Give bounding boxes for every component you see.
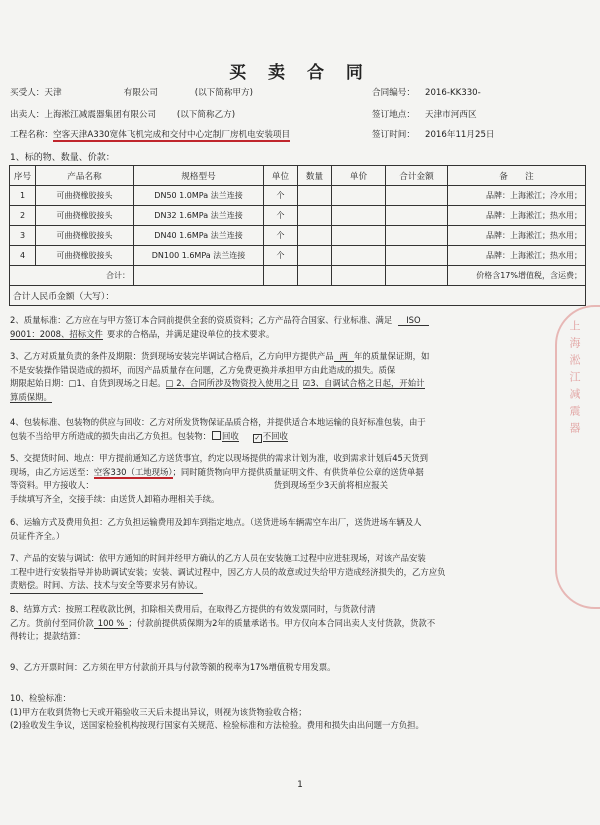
contract-no-line [372,86,481,98]
section3 [10,350,580,404]
col-qty: 数量 [298,166,332,186]
section8-line1: 8、结算方式：按照工程收款比例，扣除相关费用后，在取得乙方提供的有效发票同时，与货款付清 [10,604,376,614]
section5-line1: 5、交提货时间、地点：甲方提前通知乙方送货事宜，约定以现场提供的需求计划为准，收到需求计划后45天货到 [10,453,428,463]
section6-line2: 员证件齐全。） [10,530,65,541]
project-value: 空客天津A330宽体飞机完成和交付中心定制厂房机电安装项目 [52,130,291,140]
cell-unit: 个 [264,186,298,206]
option-2[interactable]: □ 2、合同所涉及物资投入使用之日 [165,378,299,388]
col-note: 备 注 [448,166,586,186]
table-row [10,206,586,226]
buyer-suffix: 有限公司 [123,88,158,98]
section3-line1b: 年的质量保证期，如 [353,351,430,361]
section9-line1: 9、乙方开票时间：乙方须在甲方付款前开具与付款等额的税率为17%增值税专用发票。 [10,662,336,672]
section7-line2: 工程中进行安装指导并协助调试安装；安装、调试过程中，因乙方人员的故意或过失给甲方造成经济损失的，乙方应负 [10,566,446,577]
subtotal-row [10,266,586,286]
cell-price [332,186,386,206]
warranty-period: 两 [334,351,354,362]
section7-line3: 责赔偿。时间、方法、技术与安全等要求另有协议。 [10,579,203,594]
cell-price [332,206,386,226]
cell-no: 3 [10,226,36,246]
sign-place-value: 天津市河西区 [424,110,477,120]
seller-label: 出卖人： [10,110,45,120]
section7 [10,552,580,594]
cell-unit: 个 [264,246,298,266]
cell-total [386,246,448,266]
cell-spec: DN100 1.6MPa 法兰连接 [134,246,264,266]
section10-heading: 10、检验标准： [10,693,71,703]
seal-text: 上海淞江减震器 [568,320,581,439]
payment-percent: 100 % [94,618,129,629]
cell-qty [298,226,332,246]
cell-spec: DN50 1.0MPa 法兰连接 [134,186,264,206]
cell-qty [298,246,332,266]
section9 [10,661,580,675]
section8-line2a: 乙方。货前付至同价款 [10,617,94,628]
seller-line [10,108,235,120]
cell-name: 可曲挠橡胶接头 [36,246,134,266]
section4-text: 4、包装标准、包装物的供应与回收：乙方对所发货物保证品质合格，并提供适合本地运输的良好标准包装，由于 [10,417,426,427]
table-row [10,226,586,246]
buyer-note: (以下简称甲方) [194,88,253,98]
section5-line2b: ；同时随货物向甲方提供质量证明文件、有供货单位公章的送货单据 [172,466,424,477]
cell-note: 品牌：上海淞江；热水用； [448,226,586,246]
section8 [10,603,580,644]
cell-total [386,206,448,226]
section5-line2a: 现场，由乙方运送至： [10,466,94,477]
cell-note: 品牌：上海淞江；热水用； [448,206,586,226]
cell-price [332,246,386,266]
section3-line1: 3、乙方对质量负责的条件及期限：货到现场安装完毕调试合格后，乙方向甲方提供产品 [10,351,334,361]
cell-spec: DN32 1.6MPa 法兰连接 [134,206,264,226]
section6-line1: 6、运输方式及费用负担：乙方负担运输费用及卸车到指定地点。（送货进场车辆需空车出厂，送货进场车辆及人 [10,517,422,527]
col-price: 单价 [332,166,386,186]
table-row [10,186,586,206]
buyer-value: 天津 [44,88,62,98]
buyer-line [10,86,253,98]
sign-place-line [372,108,477,120]
section10-line2: (2)验收发生争议，送国家检验机构按现行国家有关规范、检验标准和方法检验。费用和损失由出问题一方负担。 [10,720,424,730]
section2-text-b: 要求的合格品，并满足建设单位的技术要求。 [106,328,275,339]
seller-value: 上海淞江减震器集团有限公司 [44,110,157,120]
cell-unit: 个 [264,226,298,246]
total-label: 合计人民币金额（大写）： [10,286,586,306]
cell-name: 可曲挠橡胶接头 [36,226,134,246]
norecycle-checkbox[interactable]: ✓ [254,433,261,442]
project-line [10,128,290,140]
total-row [10,286,586,306]
section10 [10,692,580,733]
page-number: 1 [297,780,303,790]
items-table [9,165,586,306]
section1-heading: 1、标的物、数量、价款： [10,153,115,163]
sign-date-value: 2016年11月25日 [424,130,495,140]
section4 [10,416,580,443]
recycle-checkbox[interactable] [212,431,221,440]
contract-no-value: 2016-KK330- [424,88,481,98]
section2-text-a: 2、质量标准：乙方应在与甲方签订本合同前提供全套的资质资料；乙方产品符合国家、行业标准、满足 [10,315,393,325]
subtotal-note: 价格含17%增值税，含运费； [448,266,586,286]
cell-qty [298,186,332,206]
col-name: 产品名称 [36,166,134,186]
delivery-location: 空客330（工地现场） [93,466,173,477]
norecycle-label: 不回收 [262,430,288,441]
section3-line4: 算质保期。 [10,391,52,402]
option-1[interactable]: □1、自货到现场之日起。 [68,378,166,388]
section2-iso: ISO [398,315,428,326]
section7-line1: 7、产品的安装与调试：依甲方通知的时间并经甲方确认的乙方人员在安装施工过程中应进驻现场，对该产品安装 [10,553,426,563]
project-label: 工程名称： [10,130,53,140]
section10-line1: (1)甲方在收到货物七天或开箱验收三天后未提出异议，则视为该货物验收合格； [10,706,307,717]
table-header-row [10,166,586,186]
cell-note: 品牌：上海淞江；冷水用； [448,186,586,206]
cell-unit: 个 [264,206,298,226]
section5 [10,452,580,506]
cell-no: 1 [10,186,36,206]
buyer-label: 买受人： [10,88,45,98]
option-3[interactable]: ☑3、自调试合格之日起，开始计 [302,378,425,388]
sign-date-line [372,128,495,140]
table-row [10,246,586,266]
section3-line3a: 期限起始日期： [10,378,69,388]
cell-total [386,186,448,206]
cell-name: 可曲挠橡胶接头 [36,186,134,206]
section8-line3: 得转让；提款结算： [10,631,86,641]
col-total: 合计金额 [386,166,448,186]
col-unit: 单位 [264,166,298,186]
section5-line3a: 等资料。甲方接收人： [10,480,94,490]
col-spec: 规格型号 [134,166,264,186]
subtotal-label: 合计： [10,266,134,286]
seller-note: (以下简称乙方) [176,110,236,120]
cell-name: 可曲挠橡胶接头 [36,206,134,226]
section5-line3b: 货到现场至少3天前将相应报关 [273,480,388,490]
cell-no: 2 [10,206,36,226]
section6 [10,516,580,543]
document-title: 买 卖 合 同 [229,63,371,83]
cell-total [386,226,448,246]
section5-line4: 手续填写齐全，交接手续：由送货人卸箱办理相关手续。 [10,493,220,504]
section4-text2: 包装不当给甲方所造成的损失由出乙方负担。包装物： [10,430,211,441]
section2 [10,314,580,341]
cell-no: 4 [10,246,36,266]
section8-line2b: ；付款前提供质保期为2年的质量承诺书。甲方仅向本合同出卖人支付货款，货款不 [128,617,436,628]
contract-no-label: 合同编号： [372,88,415,98]
section2-iso2: 9001：2008、招标文件 [10,328,103,339]
cell-price [332,226,386,246]
cell-qty [298,206,332,226]
recycle-label: 回收 [222,430,239,441]
col-no: 序号 [10,166,36,186]
sign-date-label: 签订时间： [372,130,415,140]
cell-spec: DN40 1.6MPa 法兰连接 [134,226,264,246]
section3-line2: 不是安装操作错误造成的损坏，而因产品质量存在问题，乙方免费更换并承担甲方由此造成的损失。质保 [10,364,396,375]
sign-place-label: 签订地点： [372,110,415,120]
cell-note: 品牌：上海淞江；热水用； [448,246,586,266]
